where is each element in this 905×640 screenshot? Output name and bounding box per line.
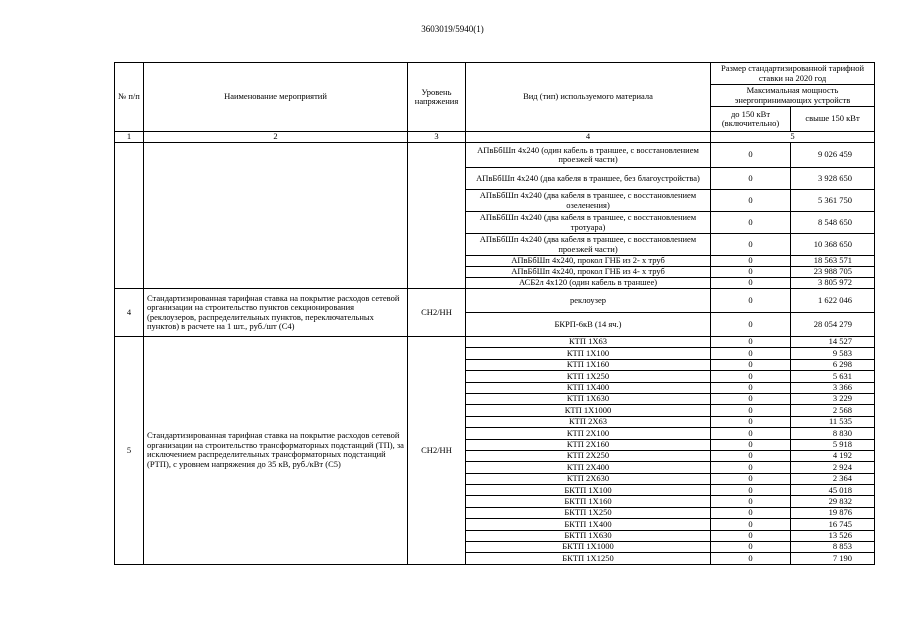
rate-le150-cell: 0 (711, 348, 791, 359)
header-gt150: свыше 150 кВт (791, 107, 875, 132)
header-le150: до 150 кВт (включительно) (711, 107, 791, 132)
rate-gt150-cell: 14 527 (791, 337, 875, 348)
rate-gt150-cell: 5 361 750 (791, 190, 875, 212)
rate-le150-cell: 0 (711, 371, 791, 382)
header-rate: Размер стандартизированной тарифной ставки на 2020 год (711, 63, 875, 85)
rate-gt150-cell: 6 298 (791, 359, 875, 370)
material-cell: КТП 1Х630 (466, 393, 711, 404)
table-row (115, 337, 875, 348)
rate-gt150-cell: 2 924 (791, 462, 875, 473)
table-row (115, 289, 875, 313)
index-cell: 5 (711, 132, 875, 143)
rate-gt150-cell: 3 229 (791, 393, 875, 404)
material-cell: КТП 2Х63 (466, 416, 711, 427)
material-cell: КТП 2Х160 (466, 439, 711, 450)
rate-gt150-cell: 3 928 650 (791, 168, 875, 190)
rate-gt150-cell: 13 526 (791, 530, 875, 541)
material-cell: КТП 1Х400 (466, 382, 711, 393)
row-number: 4 (115, 289, 144, 337)
rate-le150-cell: 0 (711, 530, 791, 541)
rate-le150-cell: 0 (711, 382, 791, 393)
rate-le150-cell: 0 (711, 496, 791, 507)
material-cell: БКТП 1Х250 (466, 507, 711, 518)
material-cell: АПвБбШп 4х240 (два кабеля в траншее, с восстановлением проезжей части) (466, 234, 711, 256)
material-cell: БКТП 1Х160 (466, 496, 711, 507)
header-name: Наименование мероприятий (144, 63, 408, 132)
material-cell: АПвБбШп 4х240 (два кабеля в траншее, с восстановлением тротуара) (466, 212, 711, 234)
material-cell: АПвБбШп 4х240, прокол ГНБ из 2- х труб (466, 256, 711, 267)
voltage-level: СН2/НН (408, 289, 466, 337)
material-cell: КТП 1Х1000 (466, 405, 711, 416)
rate-gt150-cell: 23 988 705 (791, 267, 875, 278)
rate-gt150-cell: 29 832 (791, 496, 875, 507)
rate-gt150-cell: 4 192 (791, 450, 875, 461)
material-cell: КТП 1Х250 (466, 371, 711, 382)
rate-le150-cell: 0 (711, 337, 791, 348)
rate-gt150-cell: 1 622 046 (791, 289, 875, 313)
rate-le150-cell: 0 (711, 234, 791, 256)
rate-gt150-cell: 5 918 (791, 439, 875, 450)
rate-le150-cell: 0 (711, 485, 791, 496)
measure-name: Стандартизированная тарифная ставка на покрытие расходов сетевой организации на строительство трансформаторных подстанций (ТП), за исключением распределительных трансформаторных подстанций (РТП), с уровнем напряжения до 35 кВ, руб./кВт (С5) (144, 337, 408, 565)
row-number: 5 (115, 337, 144, 565)
rate-le150-cell: 0 (711, 359, 791, 370)
rate-gt150-cell: 8 853 (791, 542, 875, 553)
rate-le150-cell: 0 (711, 507, 791, 518)
header-material: Вид (тип) используемого материала (466, 63, 711, 132)
rate-gt150-cell: 19 876 (791, 507, 875, 518)
rate-gt150-cell: 45 018 (791, 485, 875, 496)
material-cell: БКТП 1Х1250 (466, 553, 711, 564)
rate-le150-cell: 0 (711, 278, 791, 289)
header-row (115, 63, 875, 85)
document-number: 3603019/5940(1) (421, 24, 484, 34)
rate-le150-cell: 0 (711, 190, 791, 212)
material-cell: БКРП-6кВ (14 яч.) (466, 313, 711, 337)
rate-le150-cell: 0 (711, 450, 791, 461)
rate-gt150-cell: 7 190 (791, 553, 875, 564)
material-cell: КТП 1Х160 (466, 359, 711, 370)
header-num: № п/п (115, 63, 144, 132)
rate-gt150-cell: 2 568 (791, 405, 875, 416)
rate-gt150-cell: 8 548 650 (791, 212, 875, 234)
material-cell: АПвБбШп 4х240 (два кабеля в траншее, с восстановлением озеленения) (466, 190, 711, 212)
index-row (115, 132, 875, 143)
rate-gt150-cell: 5 631 (791, 371, 875, 382)
rate-le150-cell: 0 (711, 462, 791, 473)
measure-name: Стандартизированная тарифная ставка на покрытие расходов сетевой организации на строительство пунктов секционирования (реклоузеров, распределительных пунктов, переключательных пунктов) в расчете на 1 шт., руб./шт (С4) (144, 289, 408, 337)
material-cell: АСБ2л 4х120 (один кабель в траншее) (466, 278, 711, 289)
rate-le150-cell: 0 (711, 143, 791, 168)
material-cell: АПвБбШп 4х240, прокол ГНБ из 4- х труб (466, 267, 711, 278)
rate-gt150-cell: 9 583 (791, 348, 875, 359)
rate-le150-cell: 0 (711, 405, 791, 416)
material-cell: КТП 1Х100 (466, 348, 711, 359)
material-cell: КТП 1Х63 (466, 337, 711, 348)
rate-le150-cell: 0 (711, 289, 791, 313)
index-cell: 4 (466, 132, 711, 143)
table-body (115, 63, 875, 565)
voltage-level (408, 143, 466, 289)
row-number (115, 143, 144, 289)
rate-gt150-cell: 3 366 (791, 382, 875, 393)
index-cell: 1 (115, 132, 144, 143)
rate-gt150-cell: 28 054 279 (791, 313, 875, 337)
tariff-table (114, 62, 875, 565)
index-cell: 2 (144, 132, 408, 143)
material-cell: КТП 2Х400 (466, 462, 711, 473)
material-cell: реклоузер (466, 289, 711, 313)
rate-gt150-cell: 3 805 972 (791, 278, 875, 289)
rate-le150-cell: 0 (711, 519, 791, 530)
rate-le150-cell: 0 (711, 313, 791, 337)
rate-gt150-cell: 16 745 (791, 519, 875, 530)
rate-le150-cell: 0 (711, 256, 791, 267)
material-cell: БКТП 1Х100 (466, 485, 711, 496)
rate-le150-cell: 0 (711, 168, 791, 190)
material-cell: БКТП 1Х1000 (466, 542, 711, 553)
rate-gt150-cell: 10 368 650 (791, 234, 875, 256)
rate-le150-cell: 0 (711, 212, 791, 234)
material-cell: КТП 2Х250 (466, 450, 711, 461)
table-row (115, 143, 875, 168)
header-power: Максимальная мощность энергопринимающих устройств (711, 85, 875, 107)
rate-le150-cell: 0 (711, 439, 791, 450)
header-voltage: Уровень напряжения (408, 63, 466, 132)
material-cell: КТП 2Х100 (466, 428, 711, 439)
material-cell: АПвБбШп 4х240 (два кабеля в траншее, без благоустройства) (466, 168, 711, 190)
material-cell: БКТП 1Х630 (466, 530, 711, 541)
rate-le150-cell: 0 (711, 428, 791, 439)
rate-gt150-cell: 11 535 (791, 416, 875, 427)
rate-le150-cell: 0 (711, 542, 791, 553)
material-cell: АПвБбШп 4х240 (один кабель в траншее, с восстановлением проезжей части) (466, 143, 711, 168)
material-cell: КТП 2Х630 (466, 473, 711, 484)
rate-le150-cell: 0 (711, 416, 791, 427)
rate-le150-cell: 0 (711, 553, 791, 564)
rate-gt150-cell: 8 830 (791, 428, 875, 439)
rate-le150-cell: 0 (711, 473, 791, 484)
material-cell: БКТП 1Х400 (466, 519, 711, 530)
rate-gt150-cell: 18 563 571 (791, 256, 875, 267)
measure-name (144, 143, 408, 289)
rate-le150-cell: 0 (711, 267, 791, 278)
index-cell: 3 (408, 132, 466, 143)
rate-gt150-cell: 9 026 459 (791, 143, 875, 168)
rate-le150-cell: 0 (711, 393, 791, 404)
rate-gt150-cell: 2 364 (791, 473, 875, 484)
voltage-level: СН2/НН (408, 337, 466, 565)
